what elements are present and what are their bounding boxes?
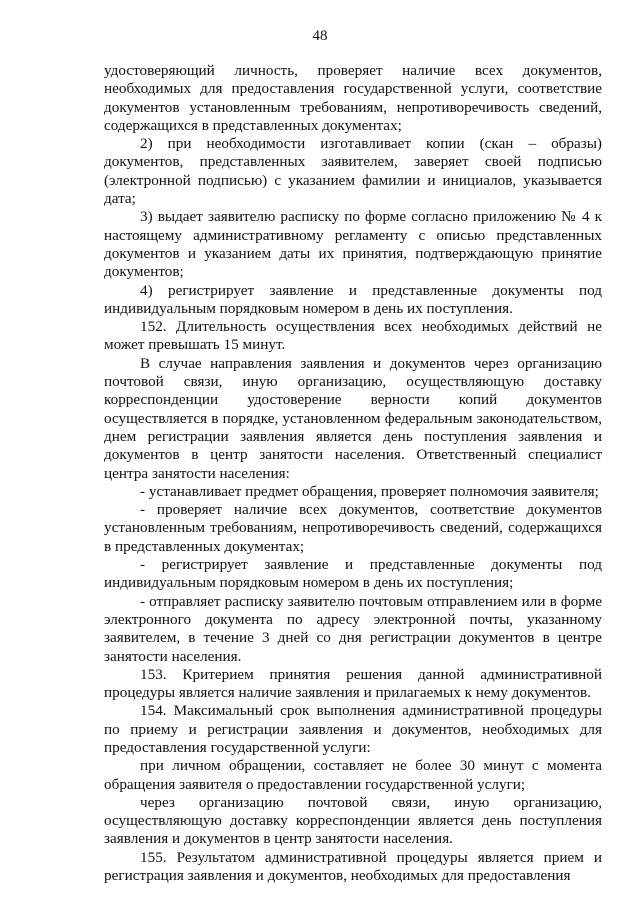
paragraph: В случае направления заявления и документов через организацию почтовой связи, иную организацию, осуществляющую доставку корреспонденции удостоверение верности копий документов осуществляется в порядке, установленном федеральным законодательством, днем регистрации заявления является день поступления заявления и документов в центр занятости населения. Ответственный специалист центра занятости населения: bbox=[104, 354, 602, 482]
list-item: - проверяет наличие всех документов, соответствие документов установленным требованиям, непротиворечивость сведений, содержащихся в представленных документах; bbox=[104, 501, 602, 555]
paragraph: 3) выдает заявителю расписку по форме согласно приложению № 4 к настоящему административному регламенту с описью представленных документов и указанием даты их принятия, подтверждающую принятие документов; bbox=[104, 208, 602, 281]
document-body bbox=[104, 62, 602, 885]
paragraph: 154. Максимальный срок выполнения административной процедуры по приему и регистрации заявления и документов, необходимых для предоставления государственной услуги: bbox=[104, 702, 602, 756]
list-item: - устанавливает предмет обращения, проверяет полномочия заявителя; bbox=[140, 482, 599, 500]
list-item: - отправляет расписку заявителю почтовым отправлением или в форме электронного документа по адресу электронной почты, указанному заявителем, в течение 3 дней со дня регистрации документов в центре занятости населения. bbox=[104, 592, 602, 665]
paragraph: 2) при необходимости изготавливает копии (скан – образы) документов, представленных заявителем, заверяет своей подписью (электронной подписью) с указанием фамилии и инициалов, указывается дата; bbox=[104, 135, 602, 208]
paragraph: 153. Критерием принятия решения данной административной процедуры является наличие заявления и прилагаемых к нему документов. bbox=[104, 665, 602, 702]
list-item: - регистрирует заявление и представленные документы под индивидуальным порядковым номером в день их поступления; bbox=[104, 556, 602, 592]
paragraph: удостоверяющий личность, проверяет наличие всех документов, необходимых для предоставления государственной услуги, соответствие документов установленным требованиям, непротиворечивость сведений, содержащихся в представленных документах; bbox=[104, 62, 602, 134]
paragraph: через организацию почтовой связи, иную организацию, осуществляющую доставку корреспонденции является день поступления заявления и документов в центр занятости населения. bbox=[104, 793, 602, 848]
paragraph: 155. Результатом административной процедуры является прием и регистрация заявления и документов, необходимых для предоставления bbox=[104, 848, 602, 885]
paragraph: 4) регистрирует заявление и представленные документы под индивидуальным порядковым номером в день их поступления. bbox=[104, 281, 602, 317]
paragraph: при личном обращении, составляет не более 30 минут с момента обращения заявителя о предоставлении государственной услуги; bbox=[104, 757, 602, 793]
paragraph: 152. Длительность осуществления всех необходимых действий не может превышать 15 минут. bbox=[104, 318, 602, 354]
page-number: 48 bbox=[312, 28, 328, 44]
